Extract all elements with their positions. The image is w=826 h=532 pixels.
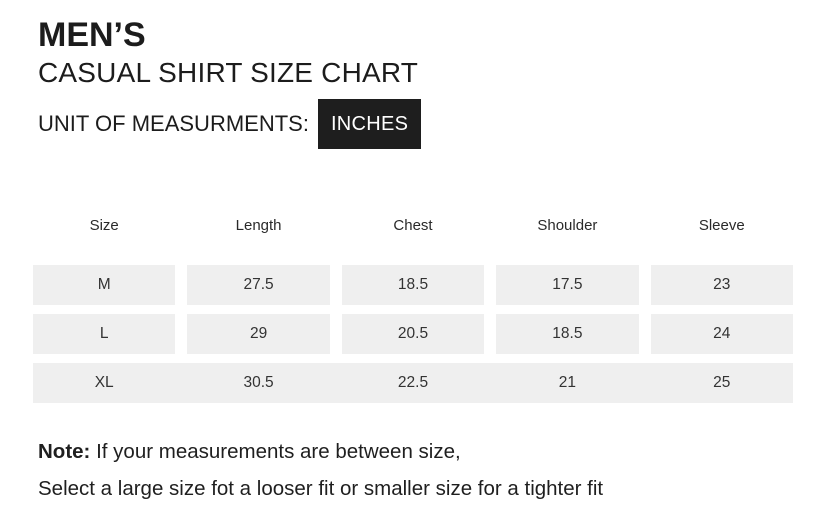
cell-m-size: M — [33, 265, 175, 305]
size-table — [33, 205, 793, 412]
cell-l-chest: 20.5 — [342, 314, 484, 354]
cell-xl-shoulder: 21 — [558, 374, 577, 391]
cell-m-shoulder: 17.5 — [496, 265, 638, 305]
cell-l-length: 29 — [187, 314, 329, 354]
cell-xl-chest: 22.5 — [397, 374, 429, 391]
page-title: MEN’S — [38, 16, 146, 54]
cell-l-size: L — [33, 314, 175, 354]
cell-m-chest: 18.5 — [342, 265, 484, 305]
cell-xl-length: 30.5 — [243, 374, 274, 391]
unit-badge: INCHES — [318, 99, 421, 149]
cell-m-length: 27.5 — [187, 265, 329, 305]
cell-xl-size: XL — [94, 374, 114, 391]
note-line-1 — [38, 440, 461, 464]
note-line-2: Select a large size fot a looser fit or smaller size for a tighter fit — [38, 477, 604, 500]
note-text: If your measurements are between size, — [90, 440, 461, 463]
cell-l-sleeve: 24 — [651, 314, 793, 354]
table-row-xl — [33, 363, 793, 403]
note-label: Note: — [38, 440, 91, 463]
table-row-m — [33, 265, 793, 305]
column-header-sleeve: Sleeve — [698, 216, 745, 234]
cell-l-shoulder: 18.5 — [496, 314, 638, 354]
size-table-header — [33, 205, 793, 245]
cell-m-sleeve: 23 — [651, 265, 793, 305]
page-subtitle: CASUAL SHIRT SIZE CHART — [38, 57, 419, 88]
unit-label: UNIT OF MEASURMENTS: — [38, 111, 309, 136]
cell-xl-sleeve: 25 — [713, 374, 731, 391]
unit-of-measurement — [38, 99, 421, 149]
column-header-shoulder: Shoulder — [537, 216, 598, 234]
table-row-l — [33, 314, 793, 354]
column-header-size: Size — [89, 216, 119, 234]
column-header-length: Length — [235, 216, 282, 234]
column-header-chest: Chest — [393, 216, 433, 234]
